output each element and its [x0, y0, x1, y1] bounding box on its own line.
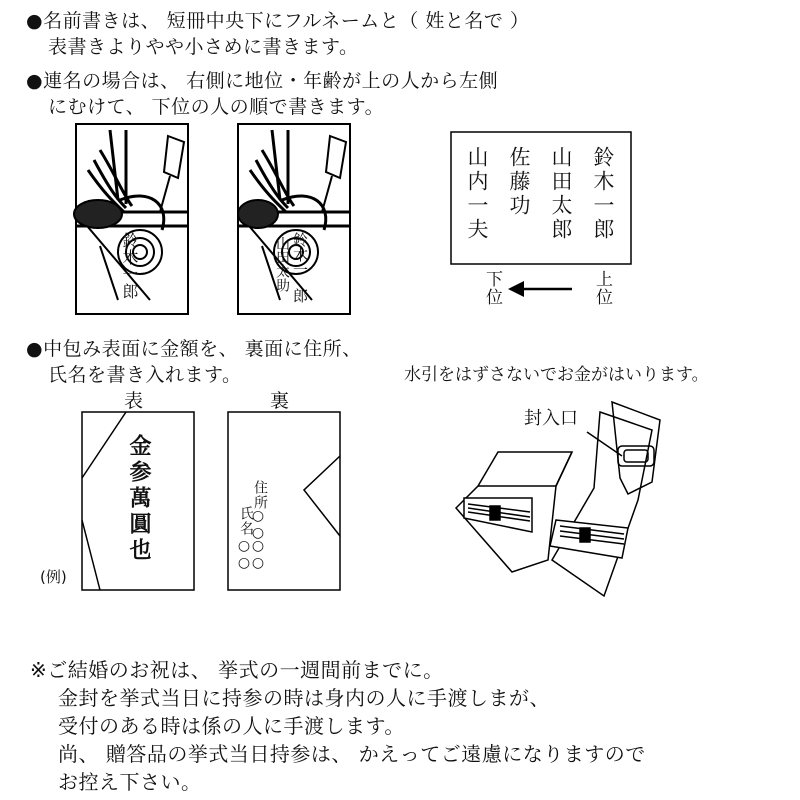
name-rank-4: 山内一夫 [465, 146, 489, 242]
envelope-joint-name-right: 鈴木一 [291, 232, 309, 277]
envelope-joint-illustration [238, 124, 350, 314]
envelopes-with-mizuhiki-illustration [456, 402, 660, 596]
footnote-line4: 尚、 贈答品の挙式当日持参は、 かえってご遠慮になりますので [58, 742, 646, 766]
upper-rank-label: 上位 [592, 270, 612, 306]
envelope-joint-bottom: 郎 [291, 288, 309, 303]
footnote-line1: ※ご結婚のお祝は、 挙式の一週間前までに。 [30, 658, 444, 682]
section1-line2: 表書きよりやや小さめに書きます。 [48, 36, 359, 58]
section2-line2: にむけて、 下位の人の順で書きます。 [48, 96, 385, 118]
example-label: (例) [40, 568, 67, 586]
name-circles-2: ○○ [250, 538, 266, 572]
back-label: 裏 [270, 390, 290, 412]
left-arrow [508, 281, 572, 297]
section3-line1: ●中包み表面に金額を、 裏面に住所、 [26, 338, 362, 360]
name-circles-1: ○○ [236, 538, 252, 572]
opening-label: 封入口 [524, 408, 578, 429]
envelope-joint-name-left: 山田太助 [274, 236, 290, 292]
name-rank-2: 山田太郎 [549, 146, 573, 242]
name-rank-1: 鈴木一郎 [591, 146, 615, 242]
front-amount: 金参萬圓也 [126, 434, 152, 564]
address-circles: ○○ [250, 508, 266, 542]
footnote-line2: 金封を挙式当日に持参の時は身内の人に手渡しまが、 [58, 686, 550, 710]
footnote-line3: 受付のある時は係の人に手渡します。 [58, 714, 405, 738]
envelope-single-name: 鈴木一郎 [120, 232, 139, 300]
lower-rank-label: 下位 [482, 270, 502, 306]
footnote-line5: お控え下さい。 [58, 770, 202, 794]
name-rank-3: 佐藤功 [507, 146, 531, 218]
mizuhiki-note: 水引をはずさないでお金がはいります。 [404, 365, 709, 385]
section3-line2: 氏名を書き入れます。 [48, 364, 242, 386]
name-label: 氏名 [238, 506, 254, 536]
section1-line1: ●名前書きは、 短冊中央下にフルネームと（ 姓と名で ） [26, 10, 530, 32]
address-label: 住所 [252, 480, 268, 510]
section2-line1: ●連名の場合は、 右側に地位・年齢が上の人から左側 [26, 70, 499, 92]
front-label: 表 [124, 390, 144, 412]
